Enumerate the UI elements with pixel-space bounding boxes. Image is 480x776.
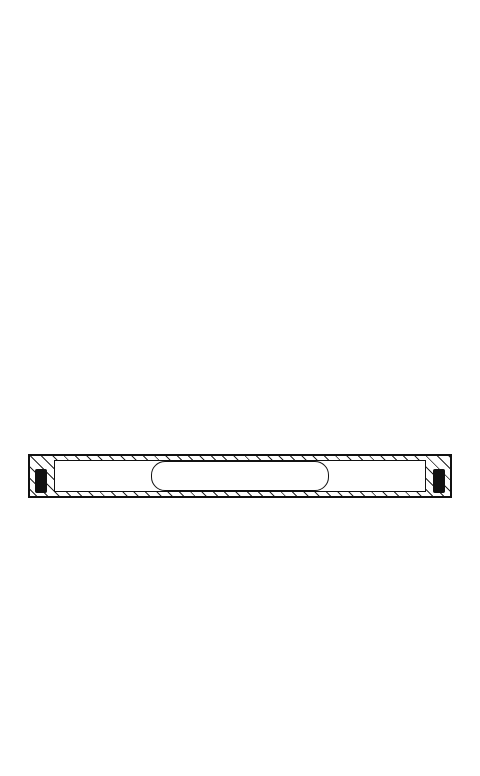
banner-ornament-left	[35, 469, 47, 493]
basmala	[140, 508, 340, 548]
banner-frame	[54, 460, 426, 492]
surah-header-banner	[28, 454, 452, 498]
banner-ornament-right	[433, 469, 445, 493]
surah-title	[151, 461, 329, 491]
